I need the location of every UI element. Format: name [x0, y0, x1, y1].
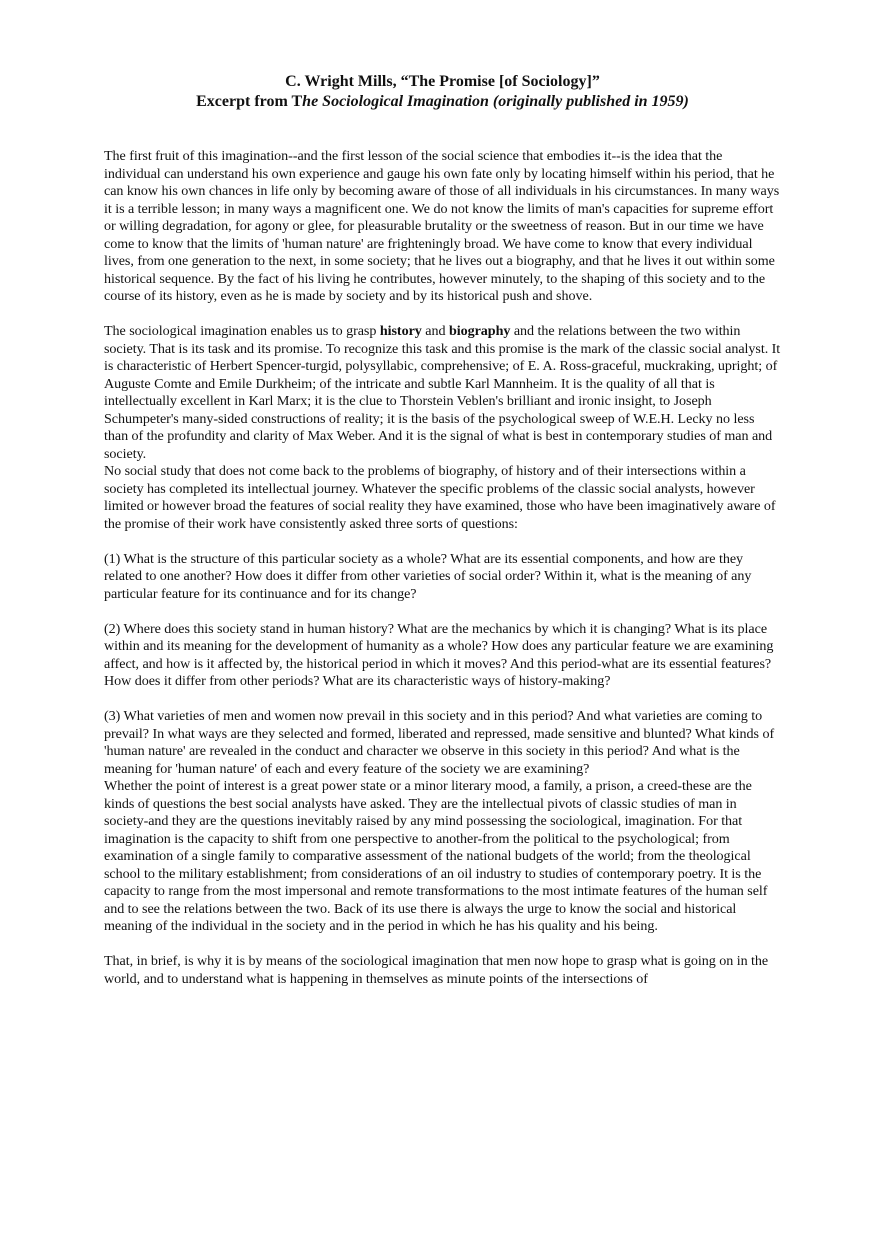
excerpt-prefix: Excerpt from T — [196, 93, 303, 110]
publication-note: (originally published in 1959) — [488, 93, 689, 110]
p2-text-a: The sociological imagination enables us to grasp — [104, 323, 380, 339]
paragraph-first-fruit: The first fruit of this imagination--and the first lesson of the social science that embodies it--is the idea that the individual can understand his own experience and gauge his own fate only by locating himself within his period, that he can know his own chances in life only by becoming aware of those of all individuals in his circumstances. In many ways it is a terrible lesson; in many ways a magnificent one. We do not know the limits of man's capacities for supreme effort or willing degradation, for agony or glee, for pleasurable brutality or the sweetness of reason. But in our time we have come to know that the limits of 'human nature' are frighteningly broad. We have come to know that every individual lives, from one generation to the next, in some society; that he lives out a biography, and that he lives it out within some historical sequence. By the fact of his living he contributes, however minutely, to the shaping of this society and to the course of its history, even as he is made by society and by its historical push and shove. — [104, 148, 780, 304]
question-1: (1) What is the structure of this particular society as a whole? What are its essential components, and how are they related to one another? How does it differ from other varieties of social order? Within it, what is the meaning of any particular feature for its continuance and for its change? — [104, 550, 752, 602]
p2-bold-biography: biography — [448, 323, 511, 339]
paragraph-gap — [104, 691, 781, 709]
document-title — [104, 72, 781, 112]
question-3: (3) What varieties of men and women now prevail in this society and in this period? And what varieties are coming to prevail? In what ways are they selected and formed, liberated and repressed, made sensitive and blunted? What kinds of 'human nature' are revealed in the conduct and character we observe in this society in this period? And what is the meaning for 'human nature' of each and every feature of the society we are examining? — [104, 708, 775, 777]
book-title: he Sociological Imagination — [302, 93, 489, 110]
paragraph-gap — [104, 603, 781, 621]
paragraph-gap — [104, 306, 781, 324]
paragraph-social-study: No social study that does not come back to the problems of biography, of history and of their intersections within a society has completed its intellectual journey. Whatever the specific problems of the classic social analysts, however limited or however broad the features of social reality they have examined, those who have been imaginatively aware of the promise of their work have consistently asked three sorts of questions: — [104, 463, 776, 532]
title-line-author: C. Wright Mills, “The Promise [of Sociology]” — [285, 73, 600, 90]
question-2: (2) Where does this society stand in human history? What are the mechanics by which it is changing? What is its place within and its meaning for the development of humanity as a whole? How does any particular feature we are examining affect, and how is it affected by, the historical period in which it moves? And this period-what are its essential features? How does it differ from other periods? What are its characteristic ways of history-making? — [104, 620, 774, 689]
document-body — [104, 148, 781, 988]
paragraph-history-biography — [104, 323, 781, 463]
paragraph-gap — [104, 533, 781, 551]
p2-text-b: and — [421, 323, 449, 339]
title-line-excerpt — [104, 92, 781, 112]
paragraph-point-of-interest: Whether the point of interest is a great power state or a minor literary mood, a family, a prison, a creed-these are the kinds of questions the best social analysts have asked. They are the intellectual pivots of classic studies of man in society-and they are the questions inevitably raised by any mind possessing the sociological, imagination. For that imagination is the capacity to shift from one perspective to another-from the political to the psychological; from examination of a single family to comparative assessment of the national budgets of the world; from the theological school to the military establishment; from considerations of an oil industry to studies of contemporary poetry. It is the capacity to range from the most impersonal and remote transformations to the most intimate features of the human self and to see the relations between the two. Back of its use there is always the urge to know the social and historical meaning of the individual in the society and in the period in which he has his quality and his being. — [104, 778, 768, 934]
document-page — [104, 72, 781, 988]
paragraph-gap — [104, 936, 781, 954]
p2-bold-history: history — [379, 323, 422, 339]
paragraph-in-brief: That, in brief, is why it is by means of the sociological imagination that men now hope to grasp what is going on in the world, and to understand what is happening in themselves as minute points of the intersections of — [104, 953, 769, 987]
p2-text-c: and the relations between the two within society. That is its task and its promise. To recognize this task and this promise is the mark of the classic social analyst. It is characteristic of Herbert Spencer-turgid, polysyllabic, comprehensive; of E. A. Ross-graceful, muckraking, upright; of Auguste Comte and Emile Durkheim; of the intricate and subtle Karl Mannheim. It is the quality of all that is intellectually excellent in Karl Marx; it is the clue to Thorstein Veblen's brilliant and ironic insight, to Joseph Schumpeter's many-sided constructions of reality; it is the basis of the psychological sweep of W.E.H. Lecky no less than of the profundity and clarity of Max Weber. And it is the signal of what is best in contemporary studies of man and society. — [104, 323, 781, 462]
